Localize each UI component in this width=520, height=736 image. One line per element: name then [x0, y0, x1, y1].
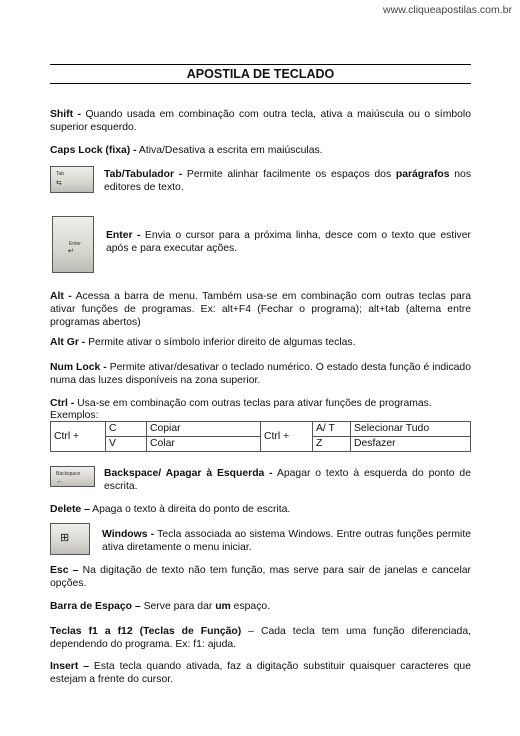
- ctrl-shortcuts-table: [50, 421, 471, 452]
- numlock-text: Permite ativar/desativar o teclado numérico. O estado desta função é indicado numa das luzes disponíveis na zona superior.: [50, 362, 471, 386]
- enter-key-image: [52, 216, 94, 273]
- delete-text: Apaga o texto à direita do ponto de escrita.: [89, 504, 291, 515]
- windows-term: Windows -: [102, 529, 155, 540]
- tab-entry: [104, 168, 471, 194]
- backspace-key-image: [50, 466, 95, 487]
- insert-text: Esta tecla quando ativada, faz a digitação substituir quaisquer caracteres que estejam a frente do cursor.: [50, 661, 471, 685]
- shortcut-action-cell: Copiar: [147, 422, 261, 437]
- delete-term: Delete –: [50, 504, 90, 515]
- delete-entry: [50, 503, 471, 516]
- tab-arrow-icon: ⇆: [56, 180, 62, 187]
- space-bold-word: um: [215, 601, 231, 612]
- enter-text: Envia o cursor para a próxima linha, desce com o texto que estiver após e para executar ações.: [106, 230, 471, 254]
- shortcut-key-cell: V: [106, 437, 147, 452]
- shortcut-key-cell: C: [106, 422, 147, 437]
- space-text-1: Serve para dar: [140, 601, 216, 612]
- altgr-term: Alt Gr -: [50, 337, 86, 348]
- space-term: Barra de Espaço –: [50, 601, 141, 612]
- ctrl-term: Ctrl -: [50, 398, 75, 409]
- page-title: APOSTILA DE TECLADO: [50, 64, 471, 84]
- backspace-key-label: Backspace: [56, 471, 81, 477]
- shortcut-action-cell: Colar: [147, 437, 261, 452]
- windows-entry: [102, 528, 471, 554]
- insert-entry: [50, 660, 471, 686]
- tab-text-1: Permite alinhar facilmente os espaços dos: [182, 169, 396, 180]
- enter-key-label: Enter: [69, 241, 81, 247]
- tab-text-2: nos editores de texto.: [104, 169, 472, 193]
- windows-logo-icon: ⊞: [60, 532, 70, 544]
- backspace-arrow-icon: ←: [56, 478, 63, 485]
- ctrl-examples-label: Exemplos:: [50, 410, 99, 421]
- left-modifier-cell: Ctrl +: [51, 422, 106, 452]
- enter-entry: [106, 229, 471, 255]
- shift-entry: [50, 108, 471, 134]
- backspace-term: Backspace/ Apagar à Esquerda -: [104, 468, 273, 479]
- capslock-entry: [50, 144, 471, 157]
- enter-arrow-icon: ↵: [68, 248, 74, 255]
- windows-key-image: [50, 523, 90, 555]
- shortcut-action-cell: Selecionar Tudo: [351, 422, 471, 437]
- tab-bold-word: parágrafos: [395, 169, 450, 180]
- altgr-text: Permite ativar o símbolo inferior direito de algumas teclas.: [85, 337, 356, 348]
- capslock-text: Ativa/Desativa a escrita em maiúsculas.: [136, 145, 323, 156]
- fkeys-term: Teclas f1 a f12 (Teclas de Função): [50, 626, 242, 637]
- table-row: [51, 422, 471, 437]
- esc-term: Esc –: [50, 565, 79, 576]
- right-modifier-cell: Ctrl +: [261, 422, 313, 452]
- enter-term: Enter -: [106, 230, 141, 241]
- tab-key-label: Tab: [56, 171, 65, 177]
- capslock-term: Caps Lock (fixa) -: [50, 145, 137, 156]
- space-text-2: espaço.: [230, 601, 271, 612]
- backspace-text: Apagar o texto à esquerda do ponto de escrita.: [104, 468, 471, 492]
- shift-term: Shift -: [50, 109, 81, 120]
- windows-text: Tecla associada ao sistema Windows. Entre outras funções permite ativa diretamente o menu iniciar.: [102, 529, 471, 553]
- space-entry: [50, 600, 471, 613]
- site-url[interactable]: www.cliqueapostilas.com.br: [383, 4, 512, 16]
- shift-text: Quando usada em combinação com outra tecla, ativa a maiúscula ou o símbolo superior esquerdo.: [50, 109, 471, 133]
- tab-term: Tab/Tabulador -: [104, 169, 183, 180]
- tab-key-image: [50, 166, 94, 193]
- alt-text: Acessa a barra de menu. Também usa-se em combinação com outras teclas para ativar funções de programas. Ex: alt+F4 (Fechar o programa); alt+tab (alterna entre programas abertos): [50, 291, 471, 328]
- numlock-entry: [50, 361, 471, 387]
- shortcut-action-cell: Desfazer: [351, 437, 471, 452]
- ctrl-text: Usa-se em combinação com outras teclas para ativar funções de programas.: [74, 398, 432, 409]
- altgr-entry: [50, 336, 471, 349]
- numlock-term: Num Lock -: [50, 362, 107, 373]
- shortcut-key-cell: A/ T: [313, 422, 351, 437]
- esc-text: Na digitação de texto não tem função, mas serve para sair de janelas e cancelar opções.: [50, 565, 471, 589]
- esc-entry: [50, 564, 471, 590]
- shortcut-key-cell: Z: [313, 437, 351, 452]
- alt-entry: [50, 290, 471, 329]
- fkeys-entry: [50, 625, 471, 651]
- backspace-entry: [104, 467, 471, 493]
- fkeys-text: – Cada tecla tem uma função diferenciada, dependendo do programa. Ex: f1: ajuda.: [50, 626, 471, 650]
- insert-term: Insert –: [50, 661, 89, 672]
- alt-term: Alt -: [50, 291, 72, 302]
